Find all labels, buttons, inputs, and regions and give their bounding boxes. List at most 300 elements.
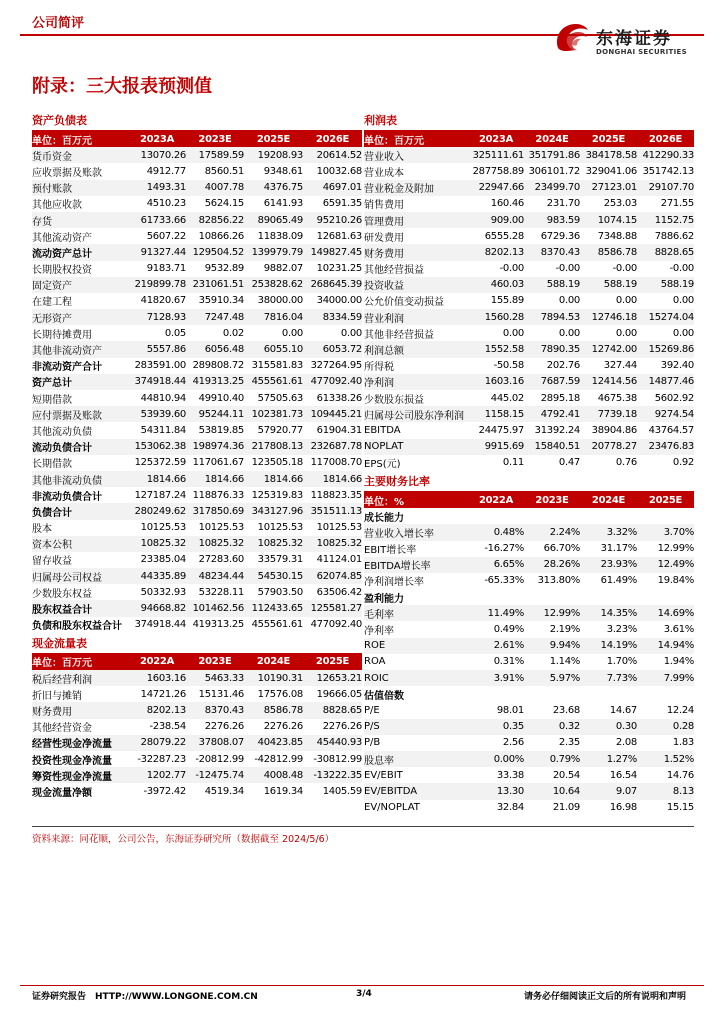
logo-mark-icon — [552, 18, 592, 60]
value-cell: 15269.86 — [637, 341, 694, 357]
value-cell: 4697.01 — [303, 180, 362, 196]
year-header: 2025E — [580, 131, 637, 147]
value-cell: 7890.35 — [524, 341, 580, 357]
value-cell: 27123.01 — [580, 180, 637, 196]
value-cell: 23476.83 — [637, 439, 694, 455]
value-cell: 5624.15 — [204, 198, 244, 210]
value-cell: 8334.59 — [303, 309, 362, 325]
income-statement-title: 利润表 — [364, 112, 694, 131]
value-cell: 0.31% — [493, 656, 524, 668]
value-cell: 94668.82 — [128, 600, 186, 616]
value-cell: 125372.59 — [134, 457, 186, 469]
row-label: 折旧与摊销 — [32, 690, 82, 702]
value-cell: 1603.16 — [128, 670, 186, 686]
value-cell: 2.61% — [468, 638, 524, 654]
value-cell: 588.19 — [580, 277, 637, 293]
row-label: 短期借款 — [32, 394, 72, 406]
value-cell: 27283.60 — [198, 554, 244, 566]
year-header: 2026E — [303, 131, 362, 147]
value-cell: 89065.49 — [244, 212, 303, 228]
data-source-note: 资料来源：同花顺，公司公告，东海证券研究所（数据截至 2024/5/6） — [32, 826, 694, 845]
value-cell: 10032.68 — [316, 165, 362, 177]
value-cell: 10866.26 — [198, 230, 244, 242]
value-cell: -13222.35 — [303, 767, 362, 783]
value-cell: 317850.69 — [186, 503, 244, 519]
value-cell: -42812.99 — [254, 753, 303, 765]
table-row — [364, 719, 694, 735]
row-label: 销售费用 — [364, 200, 404, 212]
value-cell: 61733.66 — [128, 212, 186, 228]
value-cell: 12681.63 — [316, 230, 362, 242]
table-row — [32, 617, 362, 633]
value-cell: 0.30 — [580, 719, 637, 735]
row-label: 利润总额 — [364, 341, 468, 357]
value-cell: 21.09 — [552, 802, 580, 814]
value-cell: 19208.93 — [244, 147, 303, 163]
value-cell: 63506.42 — [316, 586, 362, 598]
row-label: 所得税 — [364, 362, 394, 374]
value-cell: 12.99% — [524, 605, 580, 621]
table-row — [32, 261, 362, 277]
value-cell: 53939.60 — [128, 406, 186, 422]
value-cell: 41124.01 — [316, 554, 362, 566]
value-cell: 0.47 — [558, 457, 580, 469]
table-row — [32, 374, 362, 390]
row-label: 净利润增长率 — [364, 577, 424, 589]
value-cell: 17589.59 — [186, 147, 244, 163]
value-cell: 5607.22 — [146, 230, 186, 242]
table-row — [364, 358, 694, 374]
value-cell: 306101.72 — [528, 165, 580, 177]
value-cell: 29107.70 — [637, 180, 694, 196]
row-label: 营业利润 — [364, 309, 468, 325]
value-cell: 44810.94 — [140, 392, 186, 404]
value-cell: 1552.58 — [468, 341, 524, 357]
value-cell: 10825.32 — [128, 536, 186, 552]
value-cell: 53819.85 — [198, 424, 244, 436]
row-label: 其他流动资产 — [32, 232, 92, 244]
row-label: 归属母公司股东净利润 — [364, 406, 468, 422]
value-cell: 1814.66 — [128, 471, 186, 487]
table-row — [364, 406, 694, 422]
table-row — [32, 552, 362, 568]
value-cell: -238.54 — [149, 721, 186, 733]
table-row — [32, 244, 362, 260]
row-label: 资本公积 — [32, 536, 128, 552]
value-cell: 95210.26 — [303, 212, 362, 228]
logo-chinese-name: 东海证券 — [596, 29, 672, 49]
value-cell: 445.02 — [490, 392, 524, 404]
value-cell: 253828.62 — [244, 277, 303, 293]
row-label: NOPLAT — [364, 439, 468, 455]
value-cell: -12475.74 — [186, 767, 244, 783]
year-header: 2025E — [244, 131, 303, 147]
table-row — [364, 735, 694, 751]
value-cell: 38904.86 — [591, 424, 637, 436]
value-cell: -0.00 — [555, 263, 580, 275]
year-header: 2022A — [468, 492, 524, 508]
footer-page-number: 3/4 — [356, 989, 372, 999]
row-label: 少数股东权益 — [32, 588, 92, 600]
value-cell: 3.23% — [606, 624, 637, 636]
value-cell: 19.84% — [657, 575, 694, 587]
value-cell: 20778.27 — [580, 439, 637, 455]
value-cell: 5557.86 — [128, 341, 186, 357]
income-header-row — [364, 131, 694, 147]
cashflow-header-row — [32, 654, 362, 670]
value-cell: 15.15 — [666, 802, 694, 814]
row-label: 应收票据及账款 — [32, 167, 102, 179]
value-cell: 7128.93 — [128, 309, 186, 325]
value-cell: 0.35 — [468, 719, 524, 735]
value-cell: 160.46 — [490, 198, 524, 210]
row-label: 股东权益合计 — [32, 600, 128, 616]
value-cell: 139979.79 — [244, 244, 303, 260]
value-cell: 13.30 — [468, 783, 524, 799]
value-cell: 374918.44 — [128, 374, 186, 390]
value-cell: 28079.22 — [128, 735, 186, 751]
table-row — [32, 783, 362, 799]
value-cell: 35910.34 — [198, 295, 244, 307]
value-cell: 14.94% — [637, 638, 694, 654]
value-cell: 49910.40 — [198, 392, 244, 404]
value-cell: 202.76 — [546, 360, 580, 372]
value-cell: 1.52% — [637, 751, 694, 767]
value-cell: 11.49% — [468, 605, 524, 621]
row-label: EV/EBITDA — [364, 783, 468, 799]
value-cell: 118876.33 — [192, 489, 244, 501]
table-row — [32, 439, 362, 455]
value-cell: 3.32% — [580, 524, 637, 540]
value-cell: 231061.51 — [186, 277, 244, 293]
value-cell: 10825.32 — [186, 536, 244, 552]
value-cell: 6729.36 — [540, 230, 580, 242]
table-row — [364, 390, 694, 406]
value-cell: 0.00 — [558, 295, 580, 307]
table-row — [32, 719, 362, 735]
value-cell: 28.26% — [524, 557, 580, 573]
value-cell: 127187.24 — [134, 489, 186, 501]
table-row — [32, 180, 362, 196]
row-label: ROA — [364, 656, 386, 668]
value-cell: 1405.59 — [322, 785, 362, 797]
value-cell: 14721.26 — [140, 688, 186, 700]
value-cell: 0.00 — [672, 327, 694, 339]
table-row — [364, 670, 694, 686]
value-cell: 1.14% — [549, 656, 580, 668]
table-row — [32, 702, 362, 718]
cashflow-title: 现金流量表 — [32, 635, 362, 654]
value-cell: 8202.13 — [128, 702, 186, 718]
value-cell: 7886.62 — [654, 230, 694, 242]
value-cell: 0.28 — [637, 719, 694, 735]
table-row — [32, 536, 362, 552]
value-cell: 14.76 — [666, 769, 694, 781]
value-cell: 23499.70 — [524, 180, 580, 196]
row-label: 营业收入 — [364, 147, 468, 163]
value-cell: 477092.40 — [303, 374, 362, 390]
value-cell: 98.01 — [496, 704, 524, 716]
table-row — [32, 686, 362, 702]
value-cell: 0.00 — [672, 295, 694, 307]
row-label: EV/EBIT — [364, 769, 403, 781]
ratios-title: 主要财务比率 — [364, 473, 694, 492]
row-label: 成长能力 — [364, 512, 404, 524]
row-label: 长期股权投资 — [32, 265, 92, 277]
row-label: 归属母公司权益 — [32, 568, 128, 584]
table-row — [364, 767, 694, 783]
row-label: 投资性现金净流量 — [32, 755, 112, 767]
row-label: 负债和股东权益合计 — [32, 621, 122, 633]
year-header: 2023A — [128, 131, 186, 147]
row-label: 非流动负债合计 — [32, 491, 102, 503]
value-cell: 1152.75 — [637, 212, 694, 228]
value-cell: 9183.71 — [146, 263, 186, 275]
logo-english-name: DONGHAI SECURITIES — [596, 48, 687, 56]
table-row — [364, 374, 694, 390]
row-label: 留存收益 — [32, 556, 72, 568]
value-cell: 198974.36 — [186, 439, 244, 455]
row-label: 其他经营损益 — [364, 265, 424, 277]
value-cell: 33.38 — [496, 769, 524, 781]
value-cell — [580, 686, 637, 702]
table-row — [32, 455, 362, 471]
footer-report-site: 证券研究报告 HTTP://WWW.LONGONE.COM.CN — [32, 992, 258, 1002]
value-cell: 8370.43 — [186, 702, 244, 718]
value-cell: 455561.61 — [251, 619, 303, 631]
value-cell: 101462.56 — [186, 600, 244, 616]
row-label: 无形资产 — [32, 309, 128, 325]
year-header: 2025E — [637, 492, 694, 508]
value-cell: 41820.67 — [140, 295, 186, 307]
value-cell: 392.40 — [660, 360, 694, 372]
value-cell: 54311.84 — [140, 424, 186, 436]
table-row — [364, 524, 694, 540]
value-cell: 253.03 — [603, 198, 637, 210]
value-cell: 23385.04 — [140, 554, 186, 566]
value-cell: 1814.66 — [186, 471, 244, 487]
row-label: 财务费用 — [32, 702, 128, 718]
value-cell: 31392.24 — [534, 424, 580, 436]
value-cell: 10125.53 — [198, 522, 244, 534]
value-cell: 0.00 — [340, 327, 362, 339]
table-row — [364, 573, 694, 589]
value-cell: 8202.13 — [468, 244, 524, 260]
year-header: 2023E — [186, 654, 244, 670]
value-cell: 0.00 — [502, 327, 524, 339]
row-label: 非流动资产合计 — [32, 362, 102, 374]
value-cell: 7.99% — [637, 670, 694, 686]
unit-header: 单位：百万元 — [32, 654, 128, 670]
value-cell: 117008.70 — [310, 457, 362, 469]
row-label: 投资收益 — [364, 277, 468, 293]
row-label: 在建工程 — [32, 297, 72, 309]
company-logo — [552, 18, 702, 64]
balance-sheet-table — [32, 131, 362, 633]
value-cell: 6591.35 — [322, 198, 362, 210]
value-cell: 384178.58 — [580, 147, 637, 163]
value-cell: 313.80% — [537, 575, 580, 587]
row-label: 流动资产总计 — [32, 244, 128, 260]
value-cell: 57903.50 — [257, 586, 303, 598]
value-cell: 44335.89 — [128, 568, 186, 584]
value-cell: 7247.48 — [186, 309, 244, 325]
value-cell: 0.32 — [524, 719, 580, 735]
table-row — [32, 277, 362, 293]
value-cell: 33579.31 — [257, 554, 303, 566]
year-header: 2023E — [186, 131, 244, 147]
table-row — [364, 196, 694, 212]
value-cell: 1603.16 — [468, 374, 524, 390]
value-cell: 57505.63 — [257, 392, 303, 404]
row-label: 盈利能力 — [364, 593, 404, 605]
value-cell: 6141.93 — [263, 198, 303, 210]
value-cell: 325111.61 — [468, 147, 524, 163]
value-cell: 155.89 — [490, 295, 524, 307]
value-cell: 4519.34 — [204, 785, 244, 797]
value-cell: 2895.18 — [540, 392, 580, 404]
value-cell: 0.48% — [468, 524, 524, 540]
value-cell: 6.65% — [468, 557, 524, 573]
value-cell: 53228.11 — [198, 586, 244, 598]
value-cell: 2.08 — [615, 737, 637, 749]
table-row — [364, 341, 694, 357]
row-label: 货币资金 — [32, 147, 128, 163]
value-cell: 17576.08 — [257, 688, 303, 700]
row-label: 其他非流动资产 — [32, 341, 128, 357]
table-row — [364, 654, 694, 670]
value-cell: 0.00 — [558, 327, 580, 339]
row-label: 股息率 — [364, 751, 468, 767]
value-cell: 22947.66 — [468, 180, 524, 196]
row-label: EBITDA — [364, 424, 401, 436]
value-cell: 351742.13 — [642, 165, 694, 177]
table-row — [32, 600, 362, 616]
value-cell — [468, 589, 524, 605]
value-cell: 9.94% — [524, 638, 580, 654]
balance-sheet-title: 资产负债表 — [32, 112, 362, 131]
value-cell: 271.55 — [660, 198, 694, 210]
value-cell: 6555.28 — [484, 230, 524, 242]
value-cell: 14.67 — [609, 704, 637, 716]
value-cell: 16.54 — [609, 769, 637, 781]
value-cell: 8586.78 — [244, 702, 303, 718]
table-row — [32, 503, 362, 519]
value-cell: 7894.53 — [524, 309, 580, 325]
table-row — [32, 584, 362, 600]
table-row — [364, 180, 694, 196]
value-cell: 477092.40 — [310, 619, 362, 631]
value-cell: 0.02 — [222, 327, 244, 339]
row-label: P/E — [364, 704, 380, 716]
value-cell: 34000.00 — [316, 295, 362, 307]
value-cell: 283591.00 — [134, 360, 186, 372]
value-cell: 16.98 — [609, 802, 637, 814]
value-cell: 0.00 — [615, 295, 637, 307]
value-cell: 82856.22 — [186, 212, 244, 228]
table-row — [364, 508, 694, 524]
value-cell: 91327.44 — [128, 244, 186, 260]
value-cell: 9915.69 — [468, 439, 524, 455]
value-cell: 10825.32 — [303, 536, 362, 552]
value-cell: 118823.35 — [310, 489, 362, 501]
table-row — [364, 557, 694, 573]
table-row — [364, 800, 694, 816]
value-cell — [468, 686, 524, 702]
row-label: P/B — [364, 737, 381, 749]
value-cell — [524, 589, 580, 605]
table-row — [364, 422, 694, 438]
value-cell: 4376.75 — [244, 180, 303, 196]
value-cell: 117061.67 — [192, 457, 244, 469]
row-label: EBIT增长率 — [364, 545, 417, 557]
table-row — [364, 147, 694, 163]
year-header: 2025E — [303, 654, 362, 670]
value-cell: 289808.72 — [192, 360, 244, 372]
value-cell: 14.69% — [637, 605, 694, 621]
row-label: 资产总计 — [32, 374, 128, 390]
value-cell: 45440.93 — [303, 735, 362, 751]
value-cell: 983.59 — [524, 212, 580, 228]
value-cell: 61904.31 — [316, 424, 362, 436]
value-cell: 13070.26 — [128, 147, 186, 163]
table-row — [32, 390, 362, 406]
table-row — [32, 309, 362, 325]
value-cell: 8560.51 — [204, 165, 244, 177]
page-title: 附录：三大报表预测值 — [32, 76, 212, 97]
value-cell: 57920.77 — [257, 424, 303, 436]
value-cell: 15840.51 — [524, 439, 580, 455]
value-cell: 280249.62 — [128, 503, 186, 519]
value-cell: 9.07 — [580, 783, 637, 799]
value-cell: -20812.99 — [195, 753, 244, 765]
value-cell: 6053.72 — [303, 341, 362, 357]
value-cell: 5602.92 — [654, 392, 694, 404]
table-row — [32, 163, 362, 179]
table-row — [32, 147, 362, 163]
unit-header: 单位：百万元 — [364, 131, 468, 147]
row-label: 公允价值变动损益 — [364, 297, 444, 309]
row-label: 其他非流动负债 — [32, 471, 128, 487]
value-cell: 19666.05 — [316, 688, 362, 700]
year-header: 2024E — [244, 654, 303, 670]
row-label: 研发费用 — [364, 232, 404, 244]
value-cell: 10125.53 — [257, 522, 303, 534]
value-cell: 351791.86 — [524, 147, 580, 163]
row-label: 负债合计 — [32, 503, 128, 519]
row-label: 现金流量净额 — [32, 787, 92, 799]
value-cell: 1619.34 — [263, 785, 303, 797]
value-cell — [580, 508, 637, 524]
value-cell: 7348.88 — [597, 230, 637, 242]
value-cell: 7739.18 — [580, 406, 637, 422]
row-label: ROIC — [364, 670, 468, 686]
value-cell: 2.35 — [558, 737, 580, 749]
value-cell: 2276.26 — [322, 721, 362, 733]
ratios-header-row — [364, 492, 694, 508]
value-cell: 14.35% — [580, 605, 637, 621]
value-cell: 4510.23 — [146, 198, 186, 210]
value-cell: 3.91% — [468, 670, 524, 686]
row-label: 其他流动负债 — [32, 426, 92, 438]
value-cell: 149827.45 — [303, 244, 362, 260]
value-cell: 61.49% — [600, 575, 637, 587]
table-row — [364, 212, 694, 228]
table-row — [364, 686, 694, 702]
value-cell: 12653.21 — [303, 670, 362, 686]
value-cell: -32287.23 — [137, 753, 186, 765]
value-cell: 2276.26 — [263, 721, 303, 733]
